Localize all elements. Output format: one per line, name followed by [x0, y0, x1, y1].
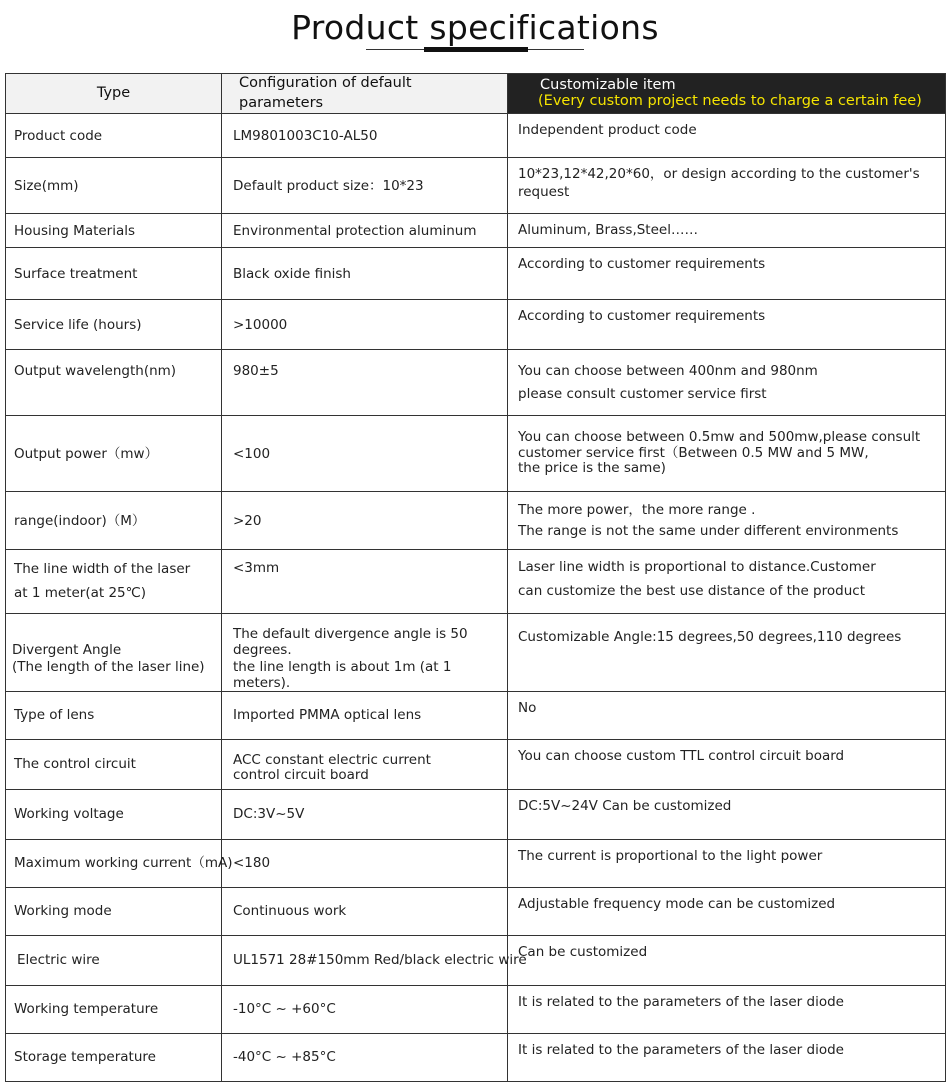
cell-custom: According to customer requirements: [508, 300, 946, 350]
cell-custom: It is related to the parameters of the laser diode: [508, 985, 946, 1033]
cell-type: Size(mm): [6, 158, 222, 214]
cell-type: Housing Materials: [6, 214, 222, 248]
cell-type: Storage temperature: [6, 1033, 222, 1081]
table-row: [6, 416, 946, 492]
cell-default: <3mm: [222, 550, 508, 614]
cell-type: Working mode: [6, 887, 222, 935]
cell-default: LM9801003C10-AL50: [222, 114, 508, 158]
cell-custom: According to customer requirements: [508, 248, 946, 300]
cell-type: Type of lens: [6, 691, 222, 739]
header-default: Configuration of default parameters: [222, 74, 508, 114]
header-type: Type: [6, 74, 222, 114]
cell-type: Working temperature: [6, 985, 222, 1033]
cell-type: Divergent Angle (The length of the laser line): [6, 614, 222, 692]
cell-custom: DC:5V~24V Can be customized: [508, 789, 946, 839]
cell-custom: Aluminum, Brass,Steel……: [508, 214, 946, 248]
cell-custom: You can choose custom TTL control circuit board: [508, 739, 946, 789]
cell-custom: It is related to the parameters of the laser diode: [508, 1033, 946, 1081]
cell-custom: Independent product code: [508, 114, 946, 158]
cell-custom: 10*23,12*42,20*60，or design according to the customer's request: [508, 158, 946, 214]
table-row: [6, 214, 946, 248]
header-custom-note: (Every custom project needs to charge a certain fee): [538, 92, 922, 109]
spec-table: [5, 73, 946, 1082]
cell-default: >10000: [222, 300, 508, 350]
table-row: [6, 614, 946, 692]
cell-default: Imported PMMA optical lens: [222, 691, 508, 739]
cell-type: Product code: [6, 114, 222, 158]
table-row: [6, 550, 946, 614]
cell-custom: Adjustable frequency mode can be customized: [508, 887, 946, 935]
cell-custom: Can be customized: [508, 935, 946, 985]
table-row: [6, 691, 946, 739]
cell-custom: No: [508, 691, 946, 739]
table-row: [6, 789, 946, 839]
cell-type: Output power（mw）: [6, 416, 222, 492]
cell-default: Continuous work: [222, 887, 508, 935]
cell-default: The default divergence angle is 50 degrees. the line length is about 1m (at 1 meters).: [222, 614, 508, 692]
cell-custom: The current is proportional to the light power: [508, 839, 946, 887]
table-row: [6, 935, 946, 985]
cell-custom: Laser line width is proportional to distance.Customer can customize the best use distance of the product: [508, 550, 946, 614]
title-underline-accent: [424, 47, 528, 52]
cell-type: Surface treatment: [6, 248, 222, 300]
table-row: [6, 739, 946, 789]
cell-default: <180: [222, 839, 508, 887]
cell-custom: The more power，the more range . The range is not the same under different environments: [508, 492, 946, 550]
table-row: [6, 887, 946, 935]
cell-default: Black oxide finish: [222, 248, 508, 300]
cell-default: Default product size：10*23: [222, 158, 508, 214]
table-row: [6, 300, 946, 350]
cell-default: 980±5: [222, 350, 508, 416]
cell-custom: You can choose between 400nm and 980nm please consult customer service first: [508, 350, 946, 416]
table-row: [6, 839, 946, 887]
cell-custom: Customizable Angle:15 degrees,50 degrees,110 degrees: [508, 614, 946, 692]
cell-type: The line width of the laser at 1 meter(at 25℃): [6, 550, 222, 614]
cell-default: -40°C ~ +85°C: [222, 1033, 508, 1081]
cell-type: Maximum working current（mA): [6, 839, 222, 887]
cell-type: range(indoor)（M）: [6, 492, 222, 550]
cell-default: DC:3V~5V: [222, 789, 508, 839]
table-row: [6, 248, 946, 300]
table-row: [6, 114, 946, 158]
cell-custom: You can choose between 0.5mw and 500mw,please consult customer service first（Between 0.5 MW and 5 MW, the price is the same): [508, 416, 946, 492]
table-row: [6, 492, 946, 550]
header-custom: [508, 74, 946, 114]
cell-default: UL1571 28#150mm Red/black electric wire: [222, 935, 508, 985]
cell-default: -10°C ~ +60°C: [222, 985, 508, 1033]
table-header-row: [6, 74, 946, 114]
cell-type: The control circuit: [6, 739, 222, 789]
cell-default: Environmental protection aluminum: [222, 214, 508, 248]
cell-type: Electric wire: [6, 935, 222, 985]
cell-default: ACC constant electric current control circuit board: [222, 739, 508, 789]
cell-default: <100: [222, 416, 508, 492]
cell-type: Output wavelength(nm): [6, 350, 222, 416]
table-row: [6, 158, 946, 214]
cell-default: >20: [222, 492, 508, 550]
table-row: [6, 1033, 946, 1081]
table-row: [6, 985, 946, 1033]
cell-type: Working voltage: [6, 789, 222, 839]
header-custom-label: Customizable item: [540, 76, 676, 93]
table-row: [6, 350, 946, 416]
page-title: Product specifications: [291, 8, 659, 47]
cell-type: Service life (hours): [6, 300, 222, 350]
